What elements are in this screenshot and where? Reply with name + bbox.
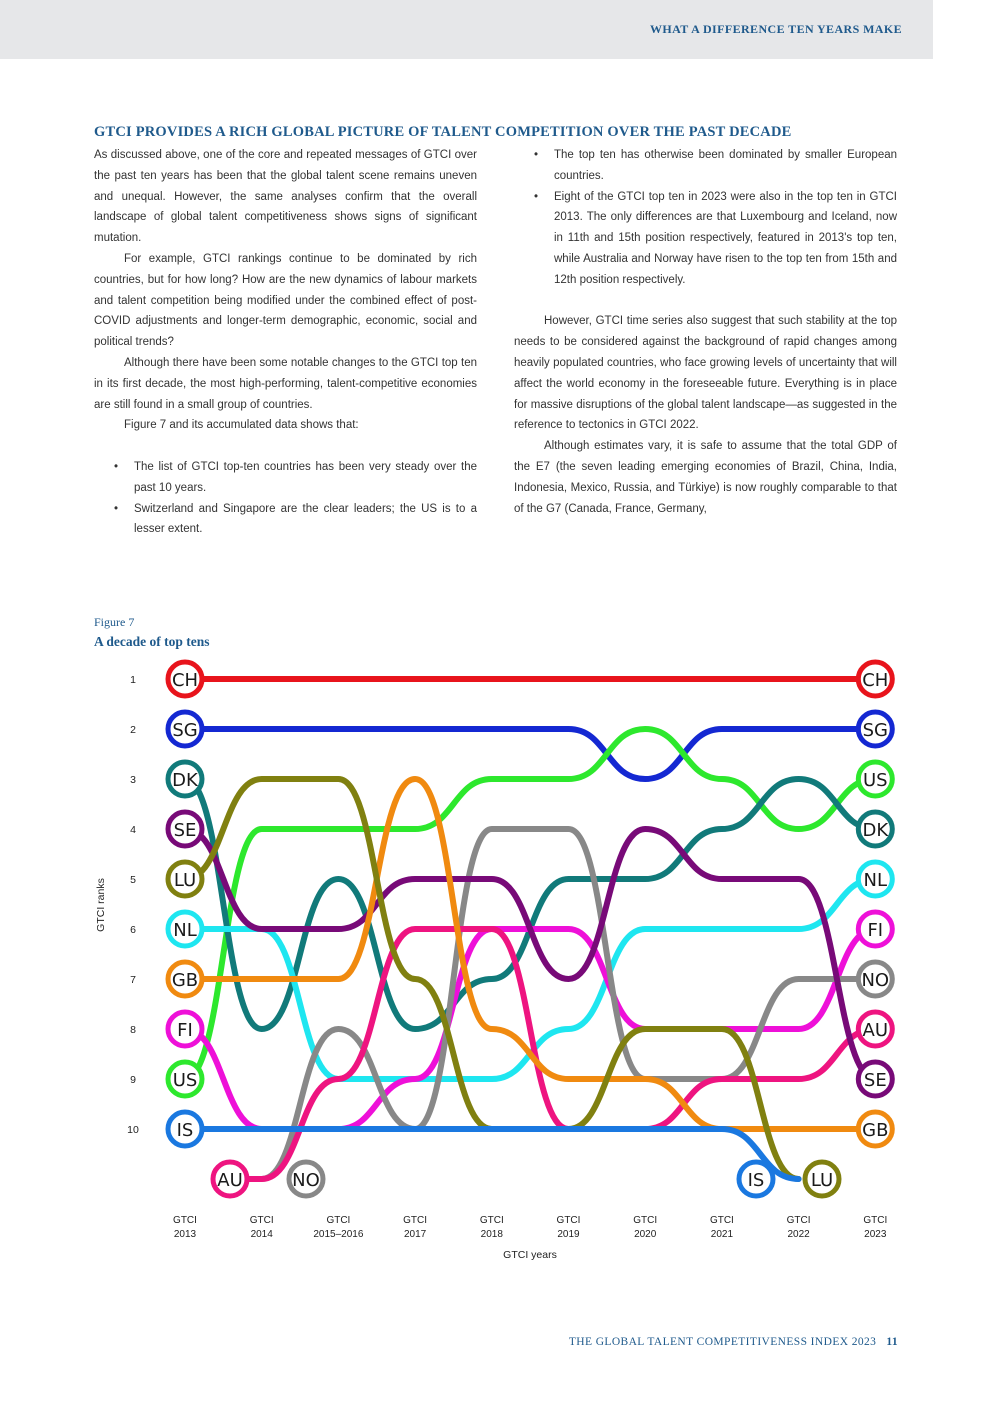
badge-label: AU <box>862 1020 889 1041</box>
country-badge <box>289 1162 323 1196</box>
bullet-item: • The top ten has otherwise been dominated by smaller European countries. <box>514 145 897 187</box>
badge-label: FI <box>177 1020 193 1041</box>
country-badge <box>858 762 892 796</box>
x-tick-label: GTCI <box>403 1215 428 1226</box>
country-badge <box>168 662 202 696</box>
y-tick-label: 2 <box>130 724 136 736</box>
badge-label: SE <box>863 1070 887 1091</box>
x-tick-label: GTCI <box>173 1215 197 1226</box>
country-badge <box>168 962 202 996</box>
x-tick-label: GTCI <box>556 1215 581 1226</box>
badge-label: IS <box>176 1120 194 1141</box>
country-badge <box>858 1112 892 1146</box>
bullet-item: • Eight of the GTCI top ten in 2023 were also in the top ten in GTCI 2013. The only differences are that Luxembourg and Iceland, now in 11th and 15th position respectively, featured in 2013's top ten, while Australia and Norway have risen to the top ten from 15th and 12th position respectively. <box>514 187 897 291</box>
x-tick-label: 2019 <box>557 1229 580 1240</box>
x-tick-label: 2015–2016 <box>313 1229 364 1240</box>
country-badge <box>213 1162 247 1196</box>
figure-title: A decade of top tens <box>94 634 210 649</box>
badge-label: NO <box>861 970 890 991</box>
y-tick-label: 5 <box>130 874 136 886</box>
country-badge <box>168 712 202 746</box>
paragraph: Although estimates vary, it is safe to assume that the total GDP of the E7 (the seven leading emerging economies of Brazil, China, India, Indonesia, Mexico, Russia, and Türkiye) is now roughly comparable to that of the G7 (Canada, France, Germany, <box>514 440 897 515</box>
country-badge <box>858 662 892 696</box>
country-badge <box>858 1062 892 1096</box>
country-badge <box>858 1012 892 1046</box>
badge-label: SG <box>862 720 888 741</box>
country-badge <box>858 862 892 896</box>
badge-label: GB <box>171 970 199 991</box>
y-tick-label: 9 <box>130 1074 136 1086</box>
x-tick-label: GTCI <box>326 1215 351 1226</box>
y-tick-label: 1 <box>130 674 136 686</box>
x-tick-label: GTCI <box>633 1215 658 1226</box>
badge-label: NO <box>292 1170 320 1191</box>
badge-label: IS <box>747 1170 765 1191</box>
badge-label: SG <box>172 720 198 741</box>
badge-label: DK <box>172 770 198 791</box>
x-axis-label: GTCI years <box>503 1249 557 1261</box>
page-number: 11 <box>886 1336 898 1348</box>
country-badge <box>739 1162 773 1196</box>
paragraph: However, GTCI time series also suggest that such stability at the top needs to be considered against the background of rapid changes among heavily populated countries, who face growing levels of uncertainty that will affect the world economy in the foreseeable future. Everything is in place for massive disruptions of the global talent landscape—as suggested in the reference to tectonics in GTCI 2022. <box>514 315 897 432</box>
running-head: WHAT A DIFFERENCE TEN YEARS MAKE <box>649 22 902 36</box>
x-tick-label: GTCI <box>863 1215 888 1226</box>
bullet-item: • Switzerland and Singapore are the clear leaders; the US is to a lesser extent. <box>94 499 477 541</box>
paragraph: For example, GTCI rankings continue to be dominated by rich countries, but for how long? How are the new dynamics of labour markets and talent competition being modified under the combined effect of post-COVID adjustments and longer-term demographic, economic, social and political trends? <box>94 252 477 349</box>
series-line-sg <box>185 729 875 779</box>
x-tick-label: 2017 <box>403 1229 427 1240</box>
country-badge <box>168 1062 202 1096</box>
footer <box>569 1336 898 1348</box>
country-badge <box>858 712 892 746</box>
badge-label: DK <box>862 820 889 841</box>
country-badge <box>858 912 892 946</box>
paragraph: Figure 7 and its accumulated data shows that: <box>124 419 359 432</box>
badge-label: AU <box>217 1170 243 1191</box>
figure-label: Figure 7 <box>94 615 135 629</box>
x-tick-label: 2021 <box>710 1229 734 1240</box>
badge-label: NL <box>863 870 888 891</box>
x-tick-label: 2014 <box>250 1229 273 1240</box>
section-title: GTCI PROVIDES A RICH GLOBAL PICTURE OF TALENT COMPETITION OVER THE PAST DECADE <box>94 124 792 140</box>
country-badge <box>168 912 202 946</box>
country-badge <box>168 762 202 796</box>
badge-label: US <box>172 1070 198 1091</box>
x-tick-label: GTCI <box>249 1215 274 1226</box>
country-badge <box>805 1162 839 1196</box>
bullet-item: • The list of GTCI top-ten countries has been very steady over the past 10 years. <box>94 457 477 499</box>
paragraph: As discussed above, one of the core and repeated messages of GTCI over the past ten years has been that the global talent scene remains uneven and unequal. However, the same analyses confirm that the overall landscape of global talent competitiveness shows signs of significant mutation. <box>94 149 477 245</box>
badge-label: NL <box>173 920 197 941</box>
badge-label: CH <box>171 670 199 691</box>
x-tick-label: 2020 <box>634 1229 657 1240</box>
y-tick-label: 4 <box>130 824 136 836</box>
y-axis-label: GTCI ranks <box>95 878 107 932</box>
country-badge <box>168 812 202 846</box>
y-tick-label: 8 <box>130 1024 136 1036</box>
country-badge <box>168 1112 202 1146</box>
country-badge <box>858 812 892 846</box>
footer-title: THE GLOBAL TALENT COMPETITIVENESS INDEX 2023 <box>568 1336 877 1348</box>
y-tick-label: 10 <box>127 1124 139 1136</box>
x-tick-label: 2013 <box>173 1229 197 1240</box>
x-tick-label: 2022 <box>787 1229 810 1240</box>
badge-label: US <box>862 770 888 791</box>
x-tick-label: 2023 <box>864 1229 887 1240</box>
paragraph: Although there have been some notable changes to the GTCI top ten in its first decade, the most high-performing, talent-competitive economies are still found in a small group of countries. <box>94 356 477 411</box>
y-tick-label: 6 <box>130 924 136 936</box>
country-badge <box>168 1012 202 1046</box>
badge-label: LU <box>173 870 197 891</box>
y-tick-label: 7 <box>130 974 136 986</box>
x-tick-label: 2018 <box>480 1229 503 1240</box>
badge-label: LU <box>810 1170 834 1191</box>
badge-label: SE <box>173 820 197 841</box>
badge-label: CH <box>862 670 889 691</box>
series-line-au <box>230 929 876 1179</box>
x-tick-label: GTCI <box>709 1215 734 1226</box>
x-tick-label: GTCI <box>479 1215 504 1226</box>
country-badge <box>858 962 892 996</box>
x-tick-label: GTCI <box>786 1215 811 1226</box>
badge-label: FI <box>867 920 884 941</box>
y-tick-label: 3 <box>130 774 136 786</box>
badge-label: GB <box>862 1120 889 1141</box>
country-badge <box>168 862 202 896</box>
